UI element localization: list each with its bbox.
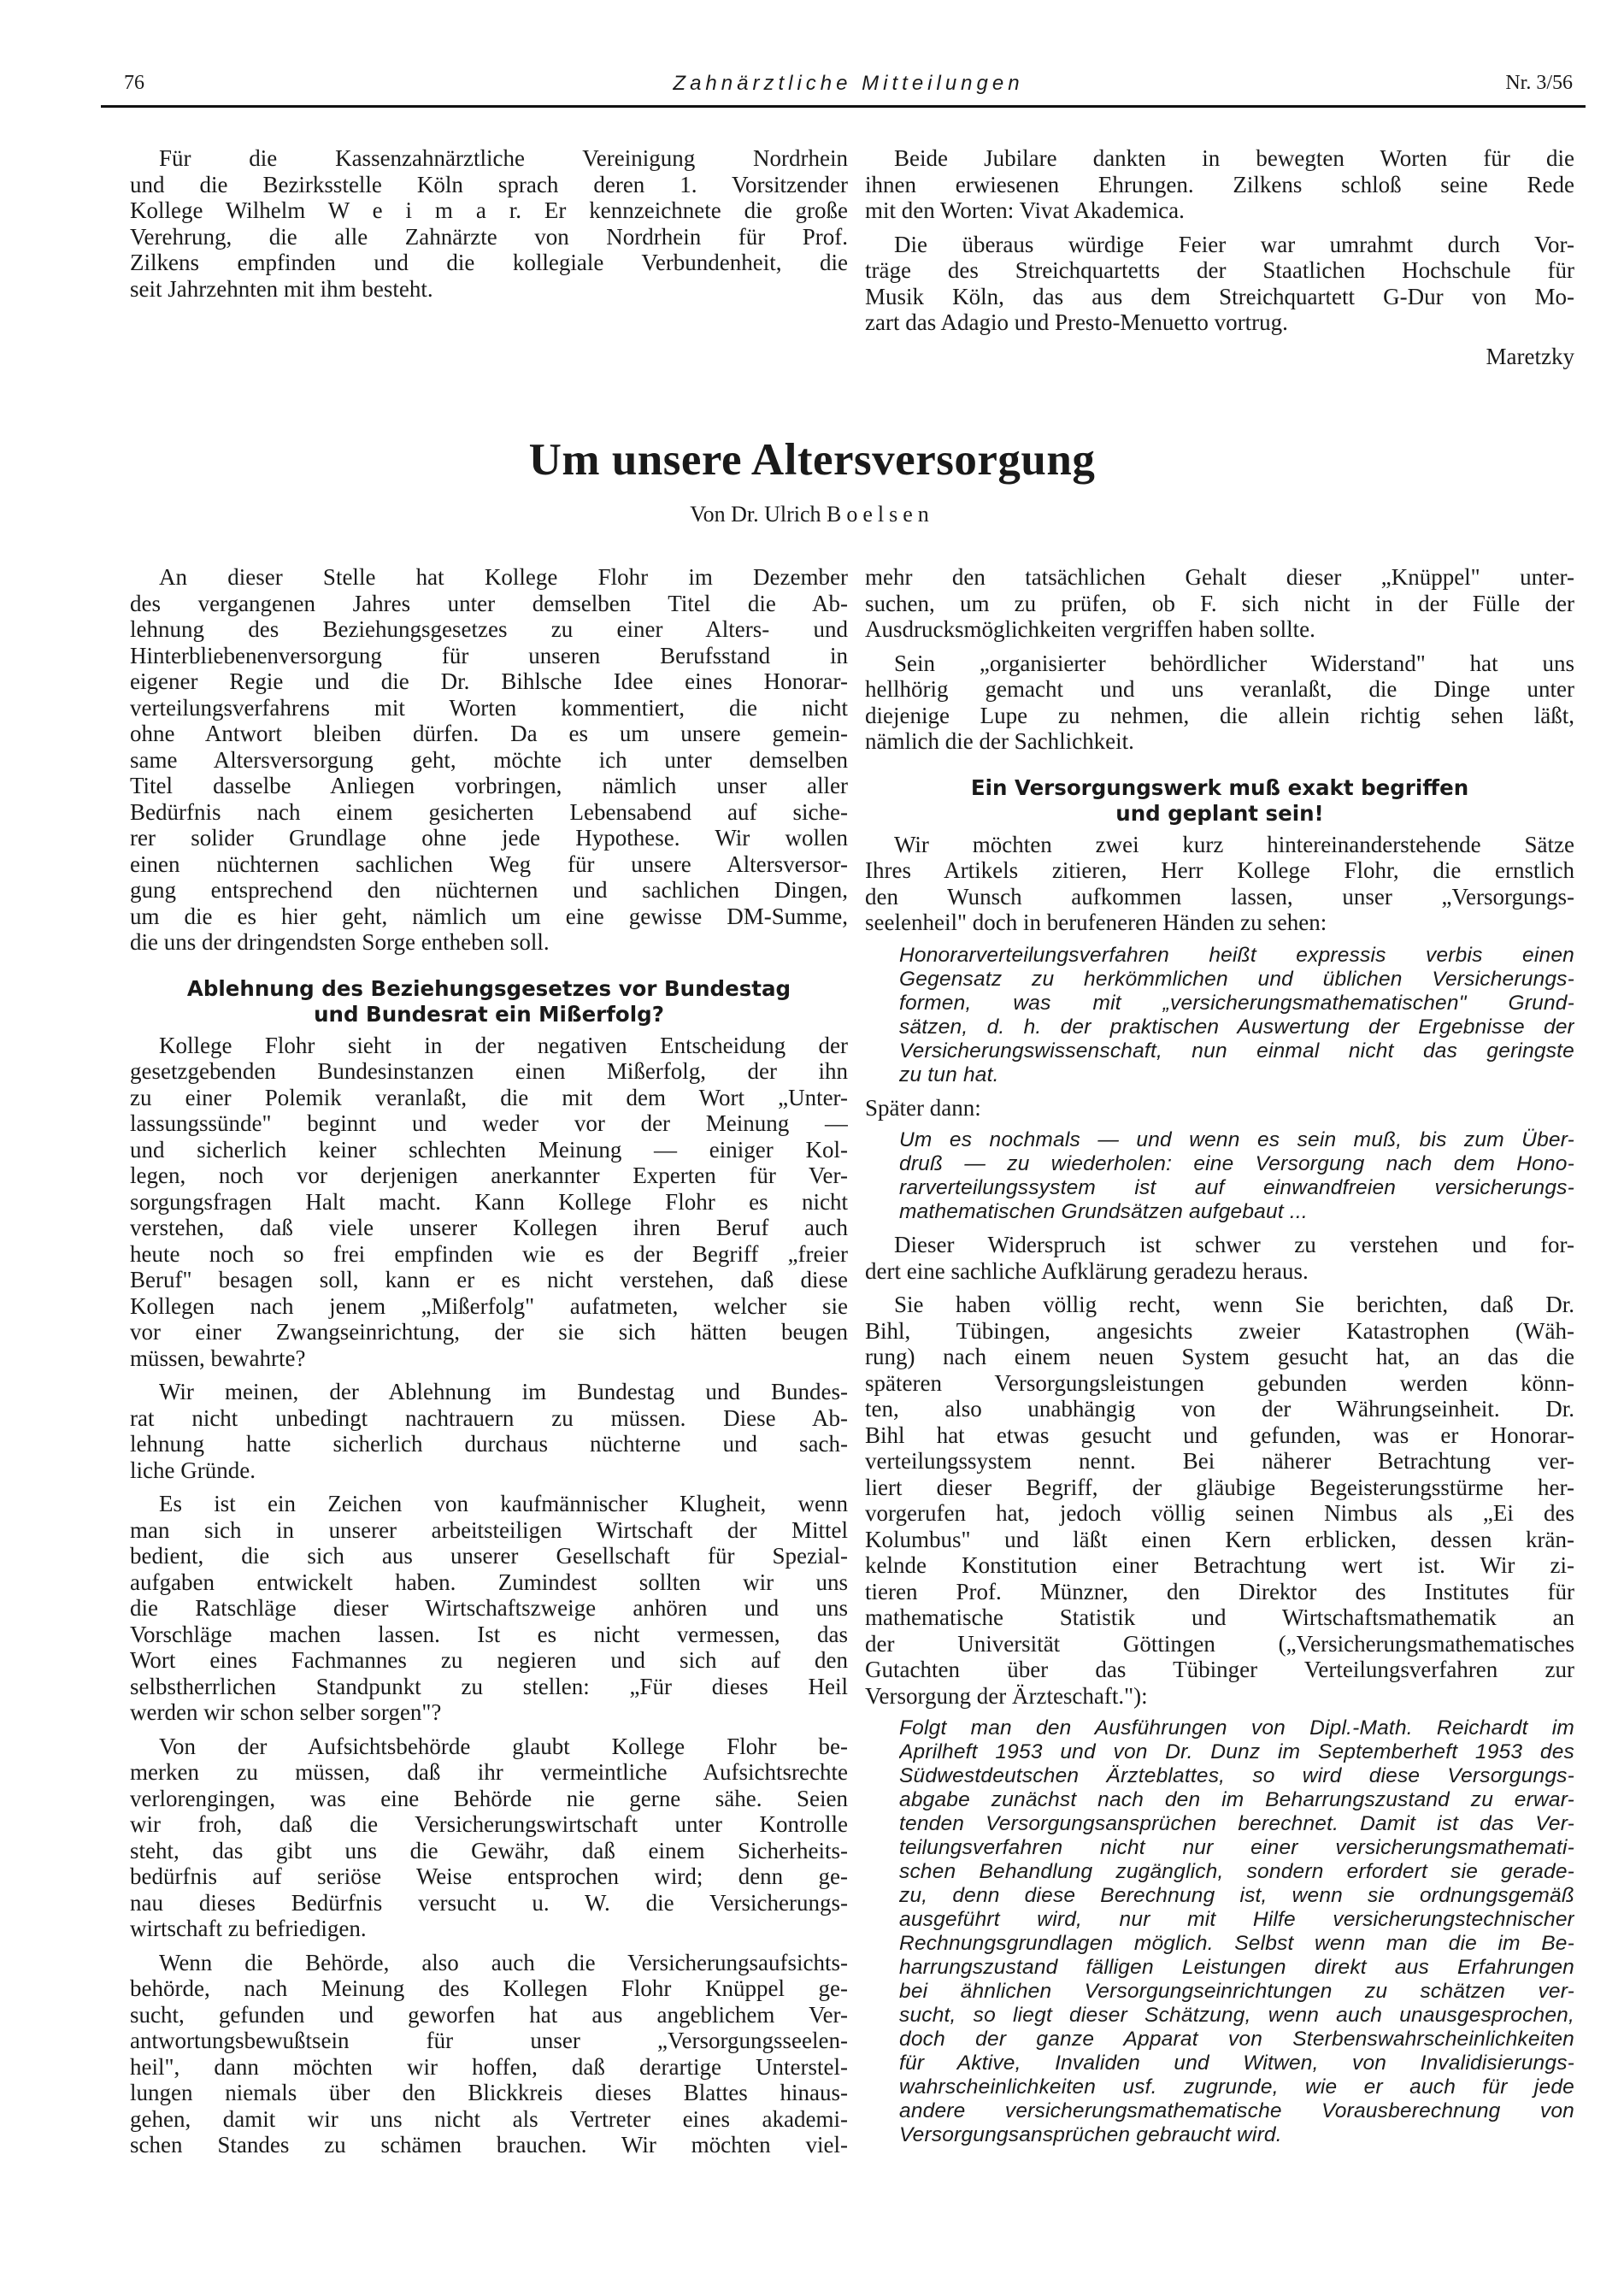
text-line: Versicherungswissenschaft, nun einmal nicht das geringste xyxy=(899,1039,1574,1063)
text-line: lungen niemals über den Blickkreis dieses Blattes hinaus- xyxy=(130,2080,848,2105)
text-line: Versorgungsansprüchen gebraucht wird. xyxy=(899,2123,1282,2146)
text-line: mit den Worten: Vivat Akademica. xyxy=(865,197,1185,223)
text-line: Bihl hat etwas gesucht und gefunden, was er Honorar- xyxy=(865,1422,1574,1448)
text-line: zart das Adagio und Presto-Menuetto vortrug. xyxy=(865,309,1288,335)
article-left-column xyxy=(130,564,848,2166)
text-line: ten, also unabhängig von der Währungseinheit. Dr. xyxy=(865,1396,1574,1422)
text-line: Für die Kassenzahnärztliche Vereinigung Nordrhein xyxy=(159,145,848,171)
text-line: und Bundesrat ein Mißerfolg? xyxy=(314,1001,664,1027)
text-line: dert eine sachliche Aufklärung geradezu heraus. xyxy=(865,1257,1309,1284)
text-line: Später dann: xyxy=(865,1094,981,1121)
text-line: lehnung hatte sicherlich durchaus nüchterne und sach- xyxy=(130,1431,848,1457)
text-line: mathematische Statistik und Wirtschaftsmathematik an xyxy=(865,1604,1574,1630)
text-line: harrungszustand fälligen Leistungen direkt aus Erfahrungen xyxy=(899,1956,1574,1979)
text-line: um die es hier geht, nämlich um eine gewisse DM-Summe, xyxy=(130,903,848,929)
text-line: Bihl, Tübingen, angesichts zweier Katastrophen (Wäh- xyxy=(865,1317,1574,1344)
section-heading xyxy=(865,775,1574,827)
text-line: ihnen erwiesenen Ehrungen. Zilkens schloß seine Rede xyxy=(865,171,1574,197)
text-line: werden wir schon selber sorgen"? xyxy=(130,1699,442,1725)
text-line: schen Behandlung zugänglich, sondern erfordert sie gerade- xyxy=(899,1860,1574,1883)
text-line: rat nicht unbedingt nachtrauern zu müssen. Diese Ab- xyxy=(130,1404,848,1431)
section-heading xyxy=(130,976,848,1027)
issue-number: Nr. 3/56 xyxy=(1505,72,1573,94)
text-line: Beide Jubilare dankten in bewegten Worten für die xyxy=(894,145,1574,171)
text-line: antwortungsbewußtsein für unser „Versorgungsseelen- xyxy=(130,2028,848,2053)
paragraph xyxy=(130,1950,848,2158)
text-line: behörde, nach Meinung des Kollegen Flohr Knüppel ge- xyxy=(130,1975,848,2001)
text-line: zu, denn diese Berechnung ist, wenn sie ordnungsgemäß xyxy=(899,1884,1574,1907)
text-line: Sie haben völlig recht, wenn Sie berichten, daß Dr. xyxy=(894,1292,1574,1317)
text-line: legen, noch vor derjenigen anerkannter Experten für Ver- xyxy=(130,1163,848,1188)
text-line: Die überaus würdige Feier war umrahmt durch Vor- xyxy=(894,231,1574,257)
text-line: eigener Regie und die Dr. Bihlsche Idee eines Honorar- xyxy=(130,668,848,694)
paragraph xyxy=(130,1734,848,1942)
paragraph xyxy=(865,232,1574,336)
text-line: lehnung des Beziehungsgesetzes zu einer Alters- und xyxy=(130,616,848,642)
text-line: Kollegen nach jenem „Mißerfolg" aufatmeten, welcher sie xyxy=(130,1292,848,1319)
text-line: der Universität Göttingen („Versicherungsmathematisches xyxy=(865,1630,1574,1657)
text-line: Bedürfnis nach einem gesicherten Lebensabend auf siche- xyxy=(130,798,848,825)
text-line: rer solider Grundlage ohne jede Hypothese. Wir wollen xyxy=(130,825,848,851)
text-line: teilungsverfahren nicht nur einer versicherungsmathemati- xyxy=(899,1836,1574,1859)
text-line: vor einer Zwangseinrichtung, der sie sich hätten beugen xyxy=(130,1319,848,1345)
paragraph xyxy=(130,564,848,956)
text-line: sorgungsfragen Halt macht. Kann Kollege Flohr es nicht xyxy=(130,1188,848,1215)
header-rule xyxy=(101,105,1586,108)
text-line: nämlich die der Sachlichkeit. xyxy=(865,728,1134,754)
text-line: An dieser Stelle hat Kollege Flohr im Dezember xyxy=(159,564,848,590)
text-line: sucht, so liegt dieser Schätzung, wenn auch unausgesprochen, xyxy=(899,2004,1574,2027)
text-line: zu tun hat. xyxy=(899,1063,999,1086)
text-line: mathematischen Grundsätzen aufgebaut ... xyxy=(899,1200,1308,1223)
text-line: merken zu müssen, daß ihr vermeintliche Aufsichtsrechte xyxy=(130,1759,848,1785)
paragraph xyxy=(130,145,848,302)
byline xyxy=(0,502,1624,527)
text-line: bedient, die sich aus unserer Gesellschaft für Spezial- xyxy=(130,1543,848,1569)
text-line: andere versicherungsmathematische Vorausberechnung von xyxy=(899,2099,1574,2122)
text-line: verteilungssystem nennt. Bei näherer Betrachtung ver- xyxy=(865,1448,1574,1474)
paragraph xyxy=(130,1491,848,1726)
text-line: Es ist ein Zeichen von kaufmännischer Klugheit, wenn xyxy=(159,1491,848,1516)
text-line: zu einer Polemik veranlaßt, die mit dem Wort „Unter- xyxy=(130,1084,848,1110)
text-line: Wenn die Behörde, also auch die Versicherungsaufsichts- xyxy=(159,1949,848,1975)
paragraph xyxy=(865,651,1574,755)
text-line: Ablehnung des Beziehungsgesetzes vor Bundestag xyxy=(186,975,791,1001)
text-line: heil", dann möchten wir hoffen, daß derartige Unterstel- xyxy=(130,2053,848,2080)
block-quote xyxy=(865,1128,1574,1224)
text-line: liert dieser Begriff, der gläubige Begeisterungsstürme her- xyxy=(865,1474,1574,1500)
text-line: rarverteilungssystem ist auf einwandfreien versicherungs- xyxy=(899,1176,1574,1199)
text-line: nau dieses Bedürfnis versucht u. W. die Versicherungs- xyxy=(130,1889,848,1916)
paragraph xyxy=(865,1095,1574,1122)
text-line: verteilungsverfahrens mit Worten kommentiert, die nicht xyxy=(130,694,848,721)
text-line: man sich in unserer arbeitsteiligen Wirtschaft der Mittel xyxy=(130,1516,848,1543)
text-line: träge des Streichquartetts der Staatlichen Hochschule für xyxy=(865,257,1574,283)
text-line: Vorschläge machen lassen. Ist es nicht vermessen, das xyxy=(130,1621,848,1647)
paragraph xyxy=(130,1379,848,1483)
paragraph xyxy=(865,145,1574,224)
article-right-column xyxy=(865,564,1574,2155)
text-line: diejenige Lupe zu nehmen, die allein richtig sehen läßt, xyxy=(865,702,1574,728)
text-line: tieren Prof. Münzner, den Direktor des Institutes für xyxy=(865,1578,1574,1604)
text-line: und die Bezirksstelle Köln sprach deren 1. Vorsitzender xyxy=(130,171,848,197)
text-line: vorgerufen hat, jedoch völlig seinen Nimbus als „Ei des xyxy=(865,1500,1574,1526)
text-line: Ihres Artikels zitieren, Herr Kollege Flohr, die ernstlich xyxy=(865,857,1574,883)
text-line: Versorgung der Ärzteschaft."): xyxy=(865,1682,1148,1709)
text-line: Um es nochmals — und wenn es sein muß, bis zum Über- xyxy=(899,1128,1574,1151)
text-line: einen nüchternen sachlichen Weg für unsere Altersversor- xyxy=(130,851,848,877)
text-line: und sicherlich keiner schlechten Meinung — einiger Kol- xyxy=(130,1136,848,1163)
text-line: mehr den tatsächlichen Gehalt dieser „Knüppel" unter- xyxy=(865,564,1574,590)
text-line: wirtschaft zu befriedigen. xyxy=(130,1916,367,1941)
article-title: Um unsere Altersversorgung xyxy=(528,435,1096,485)
text-line: Beruf" besagen soll, kann er es nicht verstehen, daß diese xyxy=(130,1267,848,1292)
text-line: heute noch so frei empfinden wie es der Begriff „freier xyxy=(130,1240,848,1267)
text-line: aufgaben entwickelt haben. Zumindest sollten wir uns xyxy=(130,1569,848,1595)
text-line: den Wunsch aufkommen lassen, unser „Versorgungs- xyxy=(865,883,1574,910)
text-line: sucht, gefunden und geworfen hat aus angeblichem Ver- xyxy=(130,2001,848,2028)
journal-title: Zahnärztliche Mitteilungen xyxy=(673,72,1024,95)
text-line: Kollege Wilhelm W e i m a r. Er kennzeichnete die große xyxy=(130,197,848,223)
text-line: suchen, um zu prüfen, ob F. sich nicht in der Fülle der xyxy=(865,590,1574,616)
paragraph xyxy=(865,1292,1574,1709)
text-line: Gutachten über das Tübinger Verteilungsverfahren zur xyxy=(865,1657,1574,1682)
prev-article-left-column xyxy=(130,145,848,309)
text-line: Ein Versorgungswerk muß exakt begriffen xyxy=(970,774,1469,800)
author-signature: Maretzky xyxy=(1486,343,1574,369)
paragraph xyxy=(865,564,1574,643)
text-line: Rechnungsgrundlagen möglich. Selbst wenn man die im Be- xyxy=(899,1932,1574,1955)
block-quote xyxy=(865,1716,1574,2147)
text-line: Kolumbus" und läßt einen Kern erblicken, dessen krän- xyxy=(865,1526,1574,1552)
text-line: Hinterbliebenenversorgung für unseren Berufsstand in xyxy=(130,642,848,668)
text-line: rung) nach einem neuen System gesucht hat, an das die xyxy=(865,1344,1574,1369)
text-line: Honorarverteilungsverfahren heißt expressis verbis einen xyxy=(899,943,1574,967)
text-line: Kollege Flohr sieht in der negativen Entscheidung der xyxy=(159,1032,848,1058)
text-line: wahrscheinlichkeiten usf. zugrunde, wie er auch für jede xyxy=(899,2075,1574,2099)
text-line: und geplant sein! xyxy=(1115,800,1324,826)
text-line: Aprilheft 1953 und von Dr. Dunz im Septemberheft 1953 des xyxy=(899,1740,1574,1763)
block-quote xyxy=(865,944,1574,1087)
text-line: tenden Versorgungsansprüchen berechnet. Damit ist das Ver- xyxy=(899,1812,1574,1835)
text-line: des vergangenen Jahres unter demselben Titel die Ab- xyxy=(130,590,848,616)
text-line: gehen, damit wir uns nicht als Vertreter eines akademi- xyxy=(130,2105,848,2132)
text-line: Zilkens empfinden und die kollegiale Verbundenheit, die xyxy=(130,250,848,275)
text-line: Gegensatz zu herkömmlichen und üblichen Versicherungs- xyxy=(899,967,1574,991)
text-line: Dieser Widerspruch ist schwer zu verstehen und for- xyxy=(894,1232,1574,1257)
paragraph xyxy=(130,1033,848,1372)
text-line: seit Jahrzehnten mit ihm besteht. xyxy=(130,275,433,302)
text-line: druß — zu wiederholen: eine Versorgung nach dem Hono- xyxy=(899,1152,1574,1175)
text-line: Ausdrucksmöglichkeiten vergriffen haben sollte. xyxy=(865,616,1315,642)
text-line: hellhörig gemacht und uns veranlaßt, die Dinge unter xyxy=(865,676,1574,702)
paragraph xyxy=(865,1232,1574,1284)
text-line: formen, was mit „versicherungsmathematischen" Grund- xyxy=(899,991,1574,1015)
text-line: späteren Versorgungsleistungen gebunden werden könn- xyxy=(865,1369,1574,1396)
text-line: bedürfnis auf seriöse Weise entsprochen wird; denn ge- xyxy=(130,1863,848,1889)
page-header xyxy=(124,72,1573,106)
text-line: steht, das gibt uns die Gewähr, daß einem Sicherheits- xyxy=(130,1837,848,1863)
text-line: seelenheil" doch in berufeneren Händen zu sehen: xyxy=(865,910,1327,935)
text-line: same Altersversorgung geht, möchte ich unter demselben xyxy=(130,746,848,773)
paragraph xyxy=(865,832,1574,936)
author-name: Boelsen xyxy=(827,502,934,527)
text-line: Südwestdeutschen Ärzteblattes, so wird diese Versorgungs- xyxy=(899,1764,1574,1787)
prev-article-right-column xyxy=(865,145,1574,369)
text-line: Wir meinen, der Ablehnung im Bundestag und Bundes- xyxy=(159,1379,848,1404)
text-line: selbstherrlichen Standpunkt zu stellen: „Für dieses Heil xyxy=(130,1673,848,1699)
text-line: Verehrung, die alle Zahnärzte von Nordrhein für Prof. xyxy=(130,223,848,250)
text-line: die uns der dringendsten Sorge entheben soll. xyxy=(130,929,550,955)
text-line: Sein „organisierter behördlicher Widerstand" hat uns xyxy=(894,650,1574,676)
text-line: müssen, bewahrte? xyxy=(130,1345,306,1371)
text-line: Musik Köln, das aus dem Streichquartett G-Dur von Mo- xyxy=(865,283,1574,309)
text-line: wir froh, daß die Versicherungswirtschaft unter Kontrolle xyxy=(130,1811,848,1837)
text-line: lassungssünde" beginnt und weder vor der Meinung — xyxy=(130,1110,848,1136)
text-line: ohne Antwort bleiben dürfen. Da es um unsere gemein- xyxy=(130,721,848,746)
text-line: schen Standes zu schämen brauchen. Wir möchten viel- xyxy=(130,2132,848,2158)
text-line: Titel dasselbe Anliegen vorbringen, nämlich unser aller xyxy=(130,773,848,798)
text-line: sätzen, d. h. der praktischen Auswertung der Ergebnisse der xyxy=(899,1015,1574,1039)
text-line: Von der Aufsichtsbehörde glaubt Kollege Flohr be- xyxy=(159,1733,848,1759)
text-line: kelnde Konstitution einer Betrachtung wert ist. Wir zi- xyxy=(865,1552,1574,1578)
text-line: für Aktive, Invaliden und Witwen, von Invalidisierungs- xyxy=(899,2052,1574,2075)
text-line: verstehen, daß viele unserer Kollegen ihren Beruf auch xyxy=(130,1215,848,1240)
text-line: Wir möchten zwei kurz hintereinanderstehende Sätze xyxy=(894,831,1574,857)
text-line: verlorengingen, was eine Behörde nie gerne sähe. Seien xyxy=(130,1785,848,1811)
text-line: abgabe zunächst nach den im Beharrungszustand zu erwar- xyxy=(899,1788,1574,1811)
page-number: 76 xyxy=(124,72,144,94)
byline-prefix: Von Dr. Ulrich xyxy=(690,502,827,527)
text-line: Folgt man den Ausführungen von Dipl.-Math. Reichardt im xyxy=(899,1716,1574,1740)
text-line: gung entsprechend den nüchternen und sachlichen Dingen, xyxy=(130,877,848,903)
text-line: gesetzgebenden Bundesinstanzen einen Mißerfolg, der ihn xyxy=(130,1058,848,1084)
text-line: doch der ganze Apparat von Sterbenswahrscheinlichkeiten xyxy=(899,2028,1574,2051)
text-line: bei ähnlichen Versorgungseinrichtungen zu schätzen ver- xyxy=(899,1980,1574,2003)
text-line: ausgeführt wird, nur mit Hilfe versicherungstechnischer xyxy=(899,1908,1574,1931)
text-line: die Ratschläge dieser Wirtschaftszweige anhören und uns xyxy=(130,1595,848,1621)
text-line: Wort eines Fachmannes zu negieren und sich auf den xyxy=(130,1647,848,1673)
text-line: liche Gründe. xyxy=(130,1457,256,1483)
